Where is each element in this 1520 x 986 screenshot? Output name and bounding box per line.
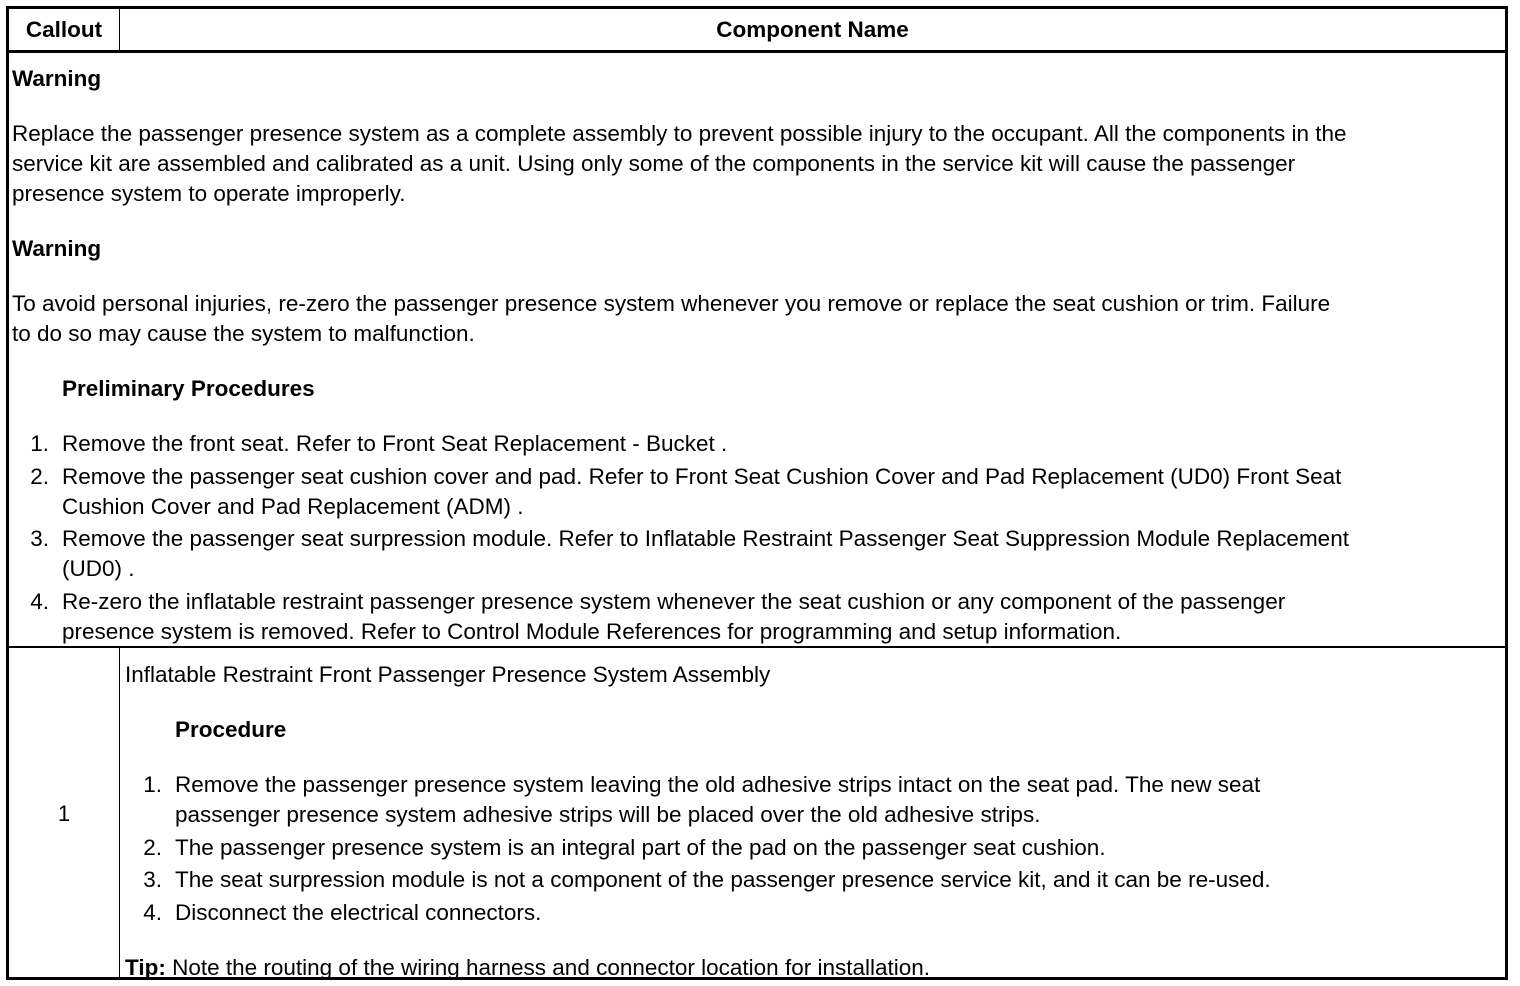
warning-1-line-3: presence system to operate improperly. — [12, 181, 406, 206]
procedure-step-2-number: 2. — [143, 835, 162, 860]
prelim-step-3-number: 3. — [30, 526, 49, 551]
procedure-step-2-text: The passenger presence system is an integral part of the pad on the passenger seat cushion. — [175, 835, 1106, 860]
procedure-step-1-text: Remove the passenger presence system leaving the old adhesive strips intact on the seat pad. The new seat — [175, 772, 1261, 797]
component-table — [6, 6, 1508, 980]
prelim-step-1-text: Remove the front seat. Refer to Front Seat Replacement - Bucket . — [62, 431, 728, 456]
procedure-step-3-number: 3. — [143, 867, 162, 892]
tip-note — [125, 953, 930, 983]
component-cell — [120, 648, 1505, 980]
header-component-name: Component Name — [716, 17, 909, 42]
warning-2-title: Warning — [12, 236, 102, 261]
prelim-step-2-text: Remove the passenger seat cushion cover and pad. Refer to Front Seat Cushion Cover and Pad Replacement (UD0) Front Seat — [62, 464, 1342, 489]
table-row — [9, 648, 1505, 980]
prelim-step-1-number: 1. — [30, 431, 49, 456]
procedure-step-1-text-cont: passenger presence system adhesive strips will be placed over the old adhesive strips. — [175, 802, 1041, 827]
preliminary-procedures-title: Preliminary Procedures — [62, 376, 315, 401]
warning-1-line-2: service kit are assembled and calibrated as a unit. Using only some of the components in the service kit will cause the passenger — [12, 151, 1296, 176]
prelim-step-2-text-cont: Cushion Cover and Pad Replacement (ADM) . — [62, 494, 524, 519]
procedure-step-4-text: Disconnect the electrical connectors. — [175, 900, 542, 925]
procedure-step-4-number: 4. — [143, 900, 162, 925]
tip-text: Note the routing of the wiring harness and connector location for installation. — [165, 955, 931, 980]
warning-1-title: Warning — [12, 66, 102, 91]
callout-number: 1 — [9, 648, 120, 980]
procedure-title: Procedure — [175, 717, 287, 742]
tip-label: Tip: — [125, 955, 166, 980]
procedure-step-3-text: The seat surpression module is not a component of the passenger presence service kit, and it can be re-used. — [175, 867, 1271, 892]
procedure-step-1-number: 1. — [143, 772, 162, 797]
prelim-step-2-number: 2. — [30, 464, 49, 489]
warning-2-line-2: to do so may cause the system to malfunction. — [12, 321, 475, 346]
prelim-step-4-text-cont: presence system is removed. Refer to Control Module References for programming and setup information. — [62, 619, 1122, 644]
warning-2-line-1: To avoid personal injuries, re-zero the passenger presence system whenever you remove or replace the seat cushion or trim. Failure — [12, 291, 1331, 316]
prelim-step-4-number: 4. — [30, 589, 49, 614]
warning-1-line-1: Replace the passenger presence system as a complete assembly to prevent possible injury to the occupant. All the components in the — [12, 121, 1347, 146]
prelim-step-4-text: Re-zero the inflatable restraint passenger presence system whenever the seat cushion or any component of the passenger — [62, 589, 1286, 614]
header-callout: Callout — [9, 9, 120, 50]
prelim-step-3-text: Remove the passenger seat surpression module. Refer to Inflatable Restraint Passenger Seat Suppression Module Replacement — [62, 526, 1349, 551]
table-header-row — [9, 9, 1505, 53]
prelim-step-3-text-cont: (UD0) . — [62, 556, 135, 581]
component-name: Inflatable Restraint Front Passenger Presence System Assembly — [125, 662, 771, 687]
general-instructions-cell — [9, 53, 1505, 648]
